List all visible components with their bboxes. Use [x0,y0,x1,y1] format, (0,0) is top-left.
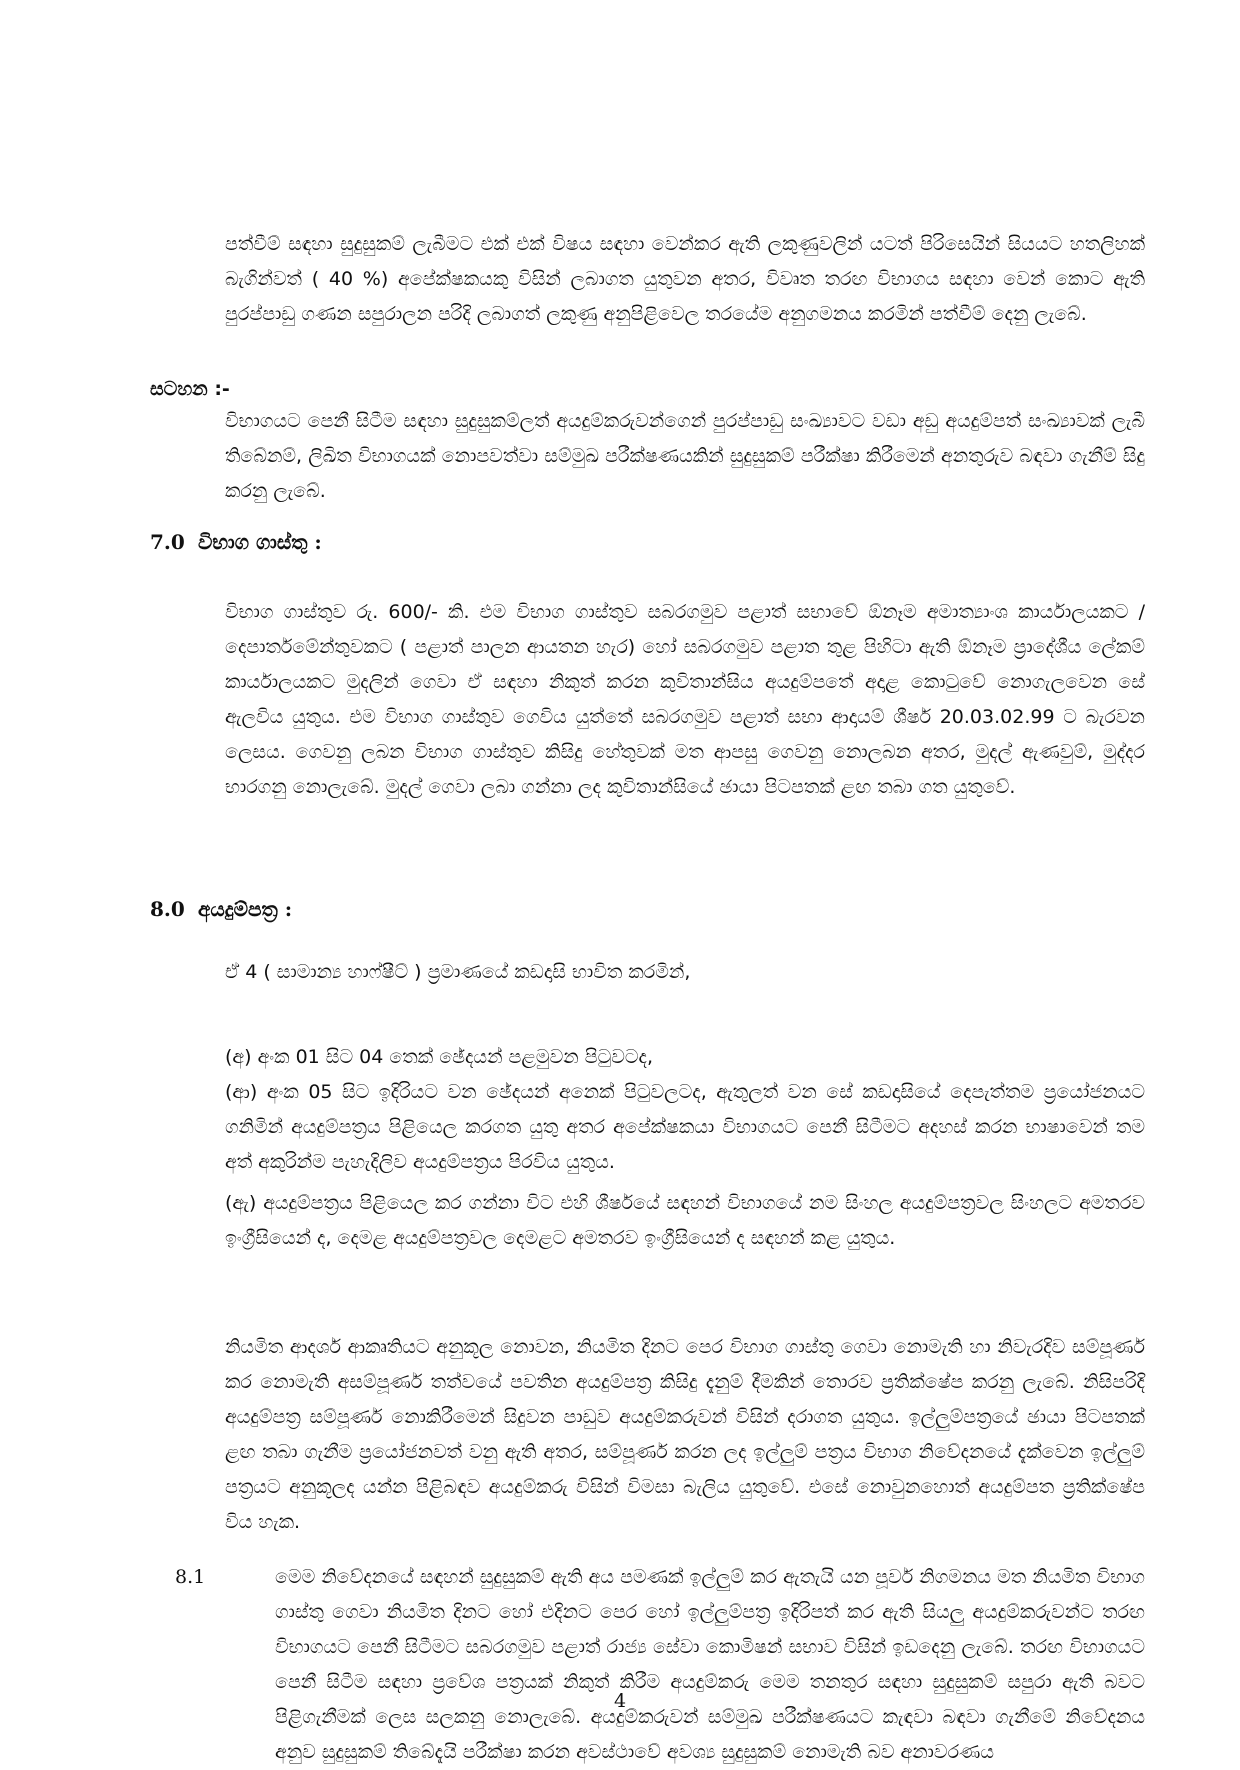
subsection-8-1-text: මෙම නිවේදනයේ සඳහන් සුදුසුකම් ඇති අය පමණක් ඉල්ලුම් කර ඇතැයි යන පූර්ව නිගමනය මත නියමිත විභාග ගාස්තු ගෙවා නියමිත දිනට හෝ එදිනට පෙර හෝ ඉල්ලුම්පත්‍ර ඉදිරිපත් කර ඇති සියලු අයදුම්කරුවන්ට තරඟ විභාගයට පෙනී සිටීමට සබරගමුව පළාත් රාජ්‍ය සේවා කොමිෂන් සභාව විසින් ඉඩදෙනු ලැබේ. තරඟ විභාගයට පෙනී සිටීම සඳහා ප්‍රවේශ පත්‍රයක් නිකුත් කිරීම අයදුම්කරු මෙම තනතුර සඳහා සුදුසුකම් සපුරා ඇති බවට පිළිගැනීමක් ලෙස සලකනු නොලැබේ. අයදුම්කරුවන් සම්මුඛ පරීක්ෂණයට කැඳවා බඳවා ගැනීමේ නිවේදනය අනුව සුදුසුකම් තිබේදැයි පරීක්ෂා කරන අවස්ථාවේ අවශ්‍ය සුදුසුකම් නොමැති බව අනාවරණය [275,1566,1145,1763]
subsection-8-1-number: 8.1 [175,1566,206,1588]
list-item-aa: (ආ) අංක 05 සිට ඉදිරියට වන ඡේදයන් අනෙක් පිටුවලටද, ඇතුලත් වන සේ කඩදාසියේ දෙපැත්තම ප්‍රයෝජනයට ගනිමින් අයදුම්පත්‍රය පිළියෙල කරගත යුතු අතර අපේක්ෂකයා විභාගයට පෙනී සිටීමට අදහස් කරන භාෂාවෙන් තම අත් අකුරින්ම පැහැදිලිව අයදුම්පත්‍රය පිරවිය යුතුය. [225,1081,1145,1173]
note-label: සටහන :- [150,378,230,400]
section-7-title: විභාග ගාස්තු : [198,530,322,554]
section-7-heading [150,528,322,556]
section-7-number: 7.0 [150,530,185,554]
rejection-paragraph: නියමිත ආදර්ශ ආකෘතියට අනුකූල නොවන, නියමිත දිනට පෙර විභාග ගාස්තු ගෙවා නොමැති හා නිවැරදිව සම්පූර්ණ කර නොමැති අසම්පූර්ණ තත්වයේ පවතින අයදුම්පත්‍ර කිසිදු දැනුම් දීමකින් තොරව ප්‍රතික්ෂේප කරනු ලැබේ. නිසිපරිදි අයදුම්පත්‍ර සම්පූර්ණ නොකිරීමෙන් සිදුවන පාඩුව අයදුම්කරුවන් විසින් දරාගත යුතුය. ඉල්ලුම්පත්‍රයේ ඡායා පිටපතක් ළඟ තබා ගැනීම ප්‍රයෝජනවත් වනු ඇති අතර, සම්පූර්ණ කරන ලද ඉල්ලුම් පත්‍රය විභාග නිවේදනයේ දැක්වෙන ඉල්ලුම් පත්‍රයට අනුකූලද යන්න පිළිබඳව අයදුම්කරු විසින් විමසා බැලිය යුතුවේ. එසේ නොවුනහොත් අයදුම්පත ප්‍රතික්ෂේප විය හැක. [225,1336,1145,1533]
paper-size-instruction: ඒ 4 ( සාමාන්‍ය හාෆ්ෂීට් ) ප්‍රමාණයේ කඩදාසි භාවිත කරමින්, [225,961,691,983]
page-number: 4 [613,1690,627,1712]
section-7-text: විභාග ගාස්තුව රු. 600/- කි. එම විභාග ගාස්තුව සබරගමුව පළාත් සභාවේ ඕනෑම අමාත්‍යාංශ කාර්යාලයකට / දෙපාර්තමේන්තුවකට ( පළාත් පාලන ආයතන හැර) හෝ සබරගමුව පළාත තුළ පිහිටා ඇති ඕනෑම ප්‍රාදේශීය ලේකම් කාර්යාලයකට මුදලින් ගෙවා ඒ සඳහා නිකුත් කරන කුවිතාන්සිය අයදුම්පතේ අදාළ කොටුවේ නොගැලවෙන සේ ඇලවිය යුතුය. එම විභාග ගාස්තුව ගෙවිය යුත්තේ සබරගමුව පළාත් සභා ආදායම් ශීර්ෂ 20.03.02.99 ට බැරවන ලෙසය. ගෙවනු ලබන විභාග ගාස්තුව කිසිදු හේතුවක් මත ආපසු ගෙවනු නොලබන අතර, මුදල් ඇණවුම්, මුද්දර භාරගනු නොලැබේ. මුදල් ගෙවා ලබා ගන්නා ලද කුවිතාන්සියේ ඡායා පිටපතක් ළඟ තබා ගත යුතුවේ. [225,601,1145,798]
subsection-8-1 [175,1560,1145,1770]
note-text: විභාගයට පෙනී සිටීම සඳහා සුදුසුකම්ලත් අයදුම්කරුවන්ගෙන් පුරප්පාඩු සංඛ්‍යාවට වඩා අඩු අයදුම්පත් සංඛ්‍යාවක් ලැබී තිබේනම්, ලිඛිත විභාගයක් නොපවත්වා සම්මුඛ පරීක්ෂණයකින් සුදුසුකම් පරීක්ෂා කිරීමෙන් අනතුරුව බඳවා ගැනීම් සිදු කරනු ලැබේ. [225,410,1145,502]
section-8-heading [150,895,292,923]
list-item-a: (අ) අංක 01 සිට 04 තෙක් ඡේදයන් පළමුවන පිටුවටද, [225,1046,654,1068]
intro-paragraph: පත්වීම් සඳහා සුදුසුකම් ලැබීමට එක් එක් විෂය සඳහා වෙන්කර ඇති ලකුණුවලින් යටත් පිරිසෙයින් සියයට හතලිහක් බැගින්වත් ( 40 %) අපේක්ෂකයකු විසින් ලබාගත යුතුවන අතර, විවෘත තරඟ විභාගය සඳහා වෙන් කොට ඇති පුරප්පාඩු ගණන සපුරාලන පරිදි ලබාගත් ලකුණු අනුපිළිවෙල තරයේම අනුගමනය කරමින් පත්වීම් දෙනු ලැබේ. [225,233,1145,325]
section-8-title: අයදුම්පත්‍ර : [198,897,293,921]
list-item-ae: (ඇ) අයදුම්පත්‍රය පිළියෙල කර ගන්නා විට එහි ශීර්ෂයේ සඳහන් විභාගයේ නම සිංහල අයදුම්පත්‍රවල සිංහලට අමතරව ඉංග්‍රීසියෙන් ද, දෙමළ අයදුම්පත්‍රවල දෙමළට අමතරව ඉංග්‍රීසියෙන් ද සඳහන් කළ යුතුය. [225,1192,1145,1249]
section-8-number: 8.0 [150,897,185,921]
